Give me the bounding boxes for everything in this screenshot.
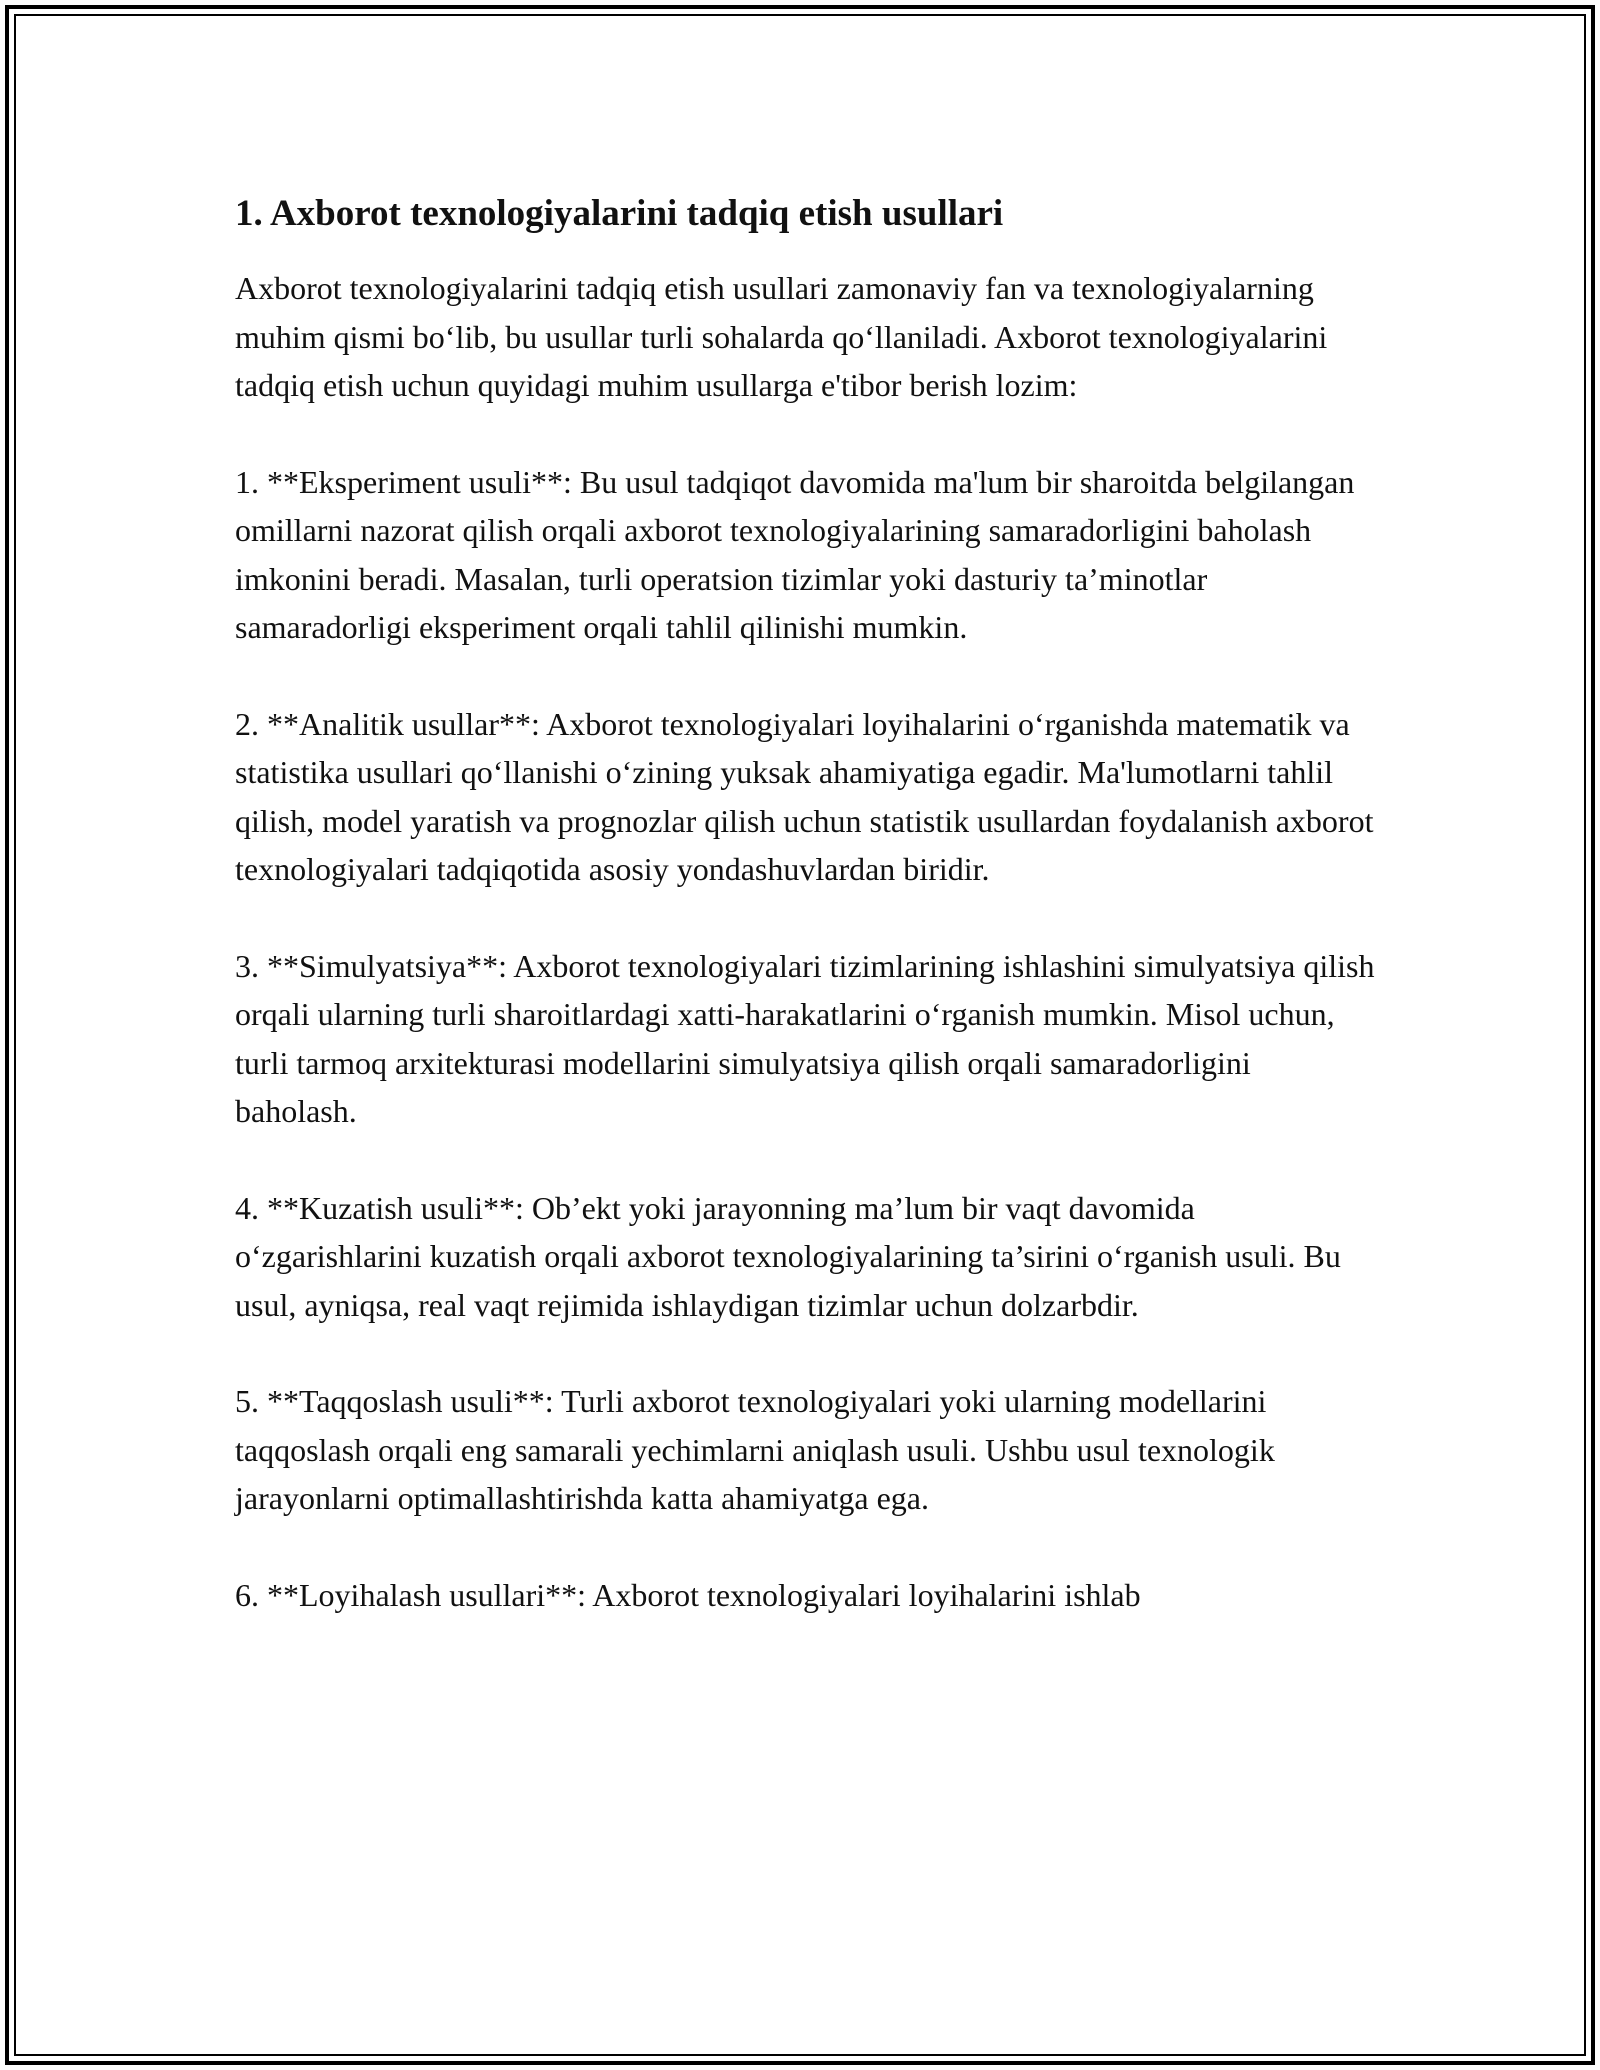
paragraph-loyihalash-usullari: 6. **Loyihalash usullari**: Axborot texnologiyalari loyihalarini ishlab <box>235 1576 1141 1613</box>
paragraph-kuzatish-usuli: 4. **Kuzatish usuli**: Ob’ekt yoki jarayonning ma’lum bir vaqt davomida o‘zgarishlarini kuzatish orqali axborot texnologiyalarining ta’sirini o‘rganish usuli. Bu usul, ayniqsa, real vaqt rejimida ishlaydigan tizimlar uchun dolzarbdir. <box>235 1189 1341 1323</box>
paragraph-eksperiment-usuli: 1. **Eksperiment usuli**: Bu usul tadqiqot davomida ma'lum bir sharoitda belgilangan omillarni nazorat qilish orqali axborot texnologiyalarining samaradorligini baholash imkonini beradi. Masalan, turli operatsion tizimlar yoki dasturiy ta’minotlar samaradorligi eksperiment orqali tahlil qilinishi mumkin. <box>235 463 1355 645</box>
intro-paragraph: Axborot texnologiyalarini tadqiq etish usullari zamonaviy fan va texnologiyalarning muhim qismi bo‘lib, bu usullar turli sohalarda qo‘llaniladi. Axborot texnologiyalarini tadqiq etish uchun quyidagi muhim usullarga e'tibor berish lozim: <box>235 270 1328 403</box>
page-title: 1. Axborot texnologiyalarini tadqiq etish usullari <box>235 193 1004 234</box>
paragraph-analitik-usullar: 2. **Analitik usullar**: Axborot texnologiyalari loyihalarini o‘rganishda matematik va statistika usullari qo‘llanishi o‘zining yuksak ahamiyatiga egadir. Ma'lumotlarni tahlil qilish, model yaratish va prognozlar qilish uchun statistik usullardan foydalanish axborot texnologiyalari tadqiqotida asosiy yondashuvlardan biridir. <box>235 705 1374 887</box>
paragraph-simulyatsiya: 3. **Simulyatsiya**: Axborot texnologiyalari tizimlarining ishlashini simulyatsiya qilish orqali ularning turli sharoitlardagi xatti-harakatlarini o‘rganish mumkin. Misol uchun, turli tarmoq arxitekturasi modellarini simulyatsiya qilish orqali samaradorligini baholash. <box>235 947 1375 1129</box>
paragraph-taqqoslash-usuli: 5. **Taqqoslash usuli**: Turli axborot texnologiyalari yoki ularning modellarini taqqoslash orqali eng samarali yechimlarni aniqlash usuli. Ushbu usul texnologik jarayonlarni optimallashtirishda katta ahamiyatga ega. <box>235 1383 1275 1516</box>
document-body <box>235 188 1375 1667</box>
